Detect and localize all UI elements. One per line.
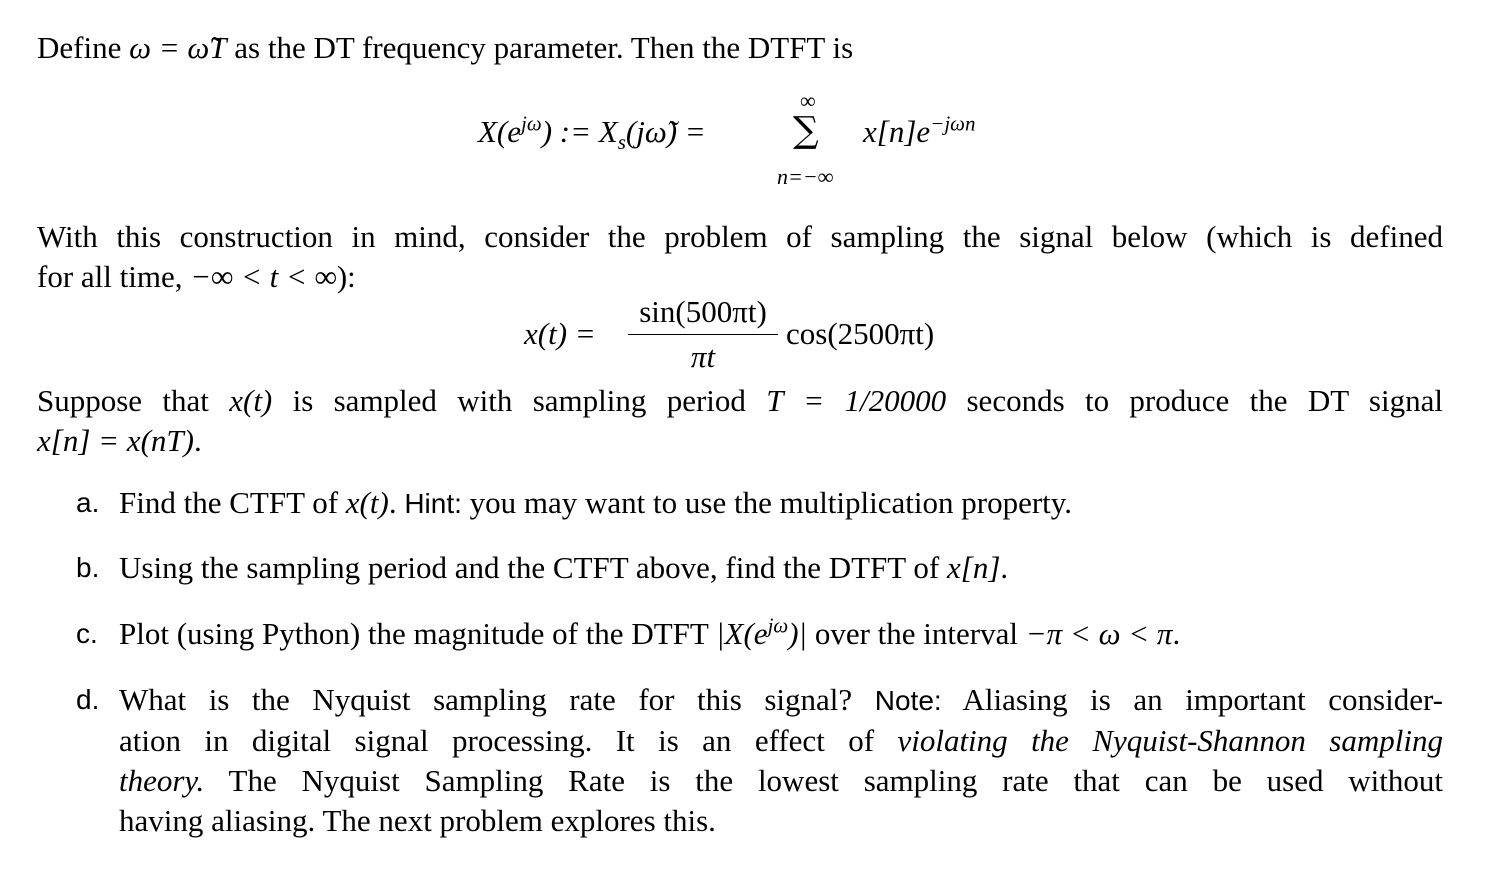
list-item-b <box>76 548 1443 588</box>
item-a-text-before: Find the CTFT of <box>119 485 346 520</box>
item-c-text-mid: over the interval <box>807 616 1026 651</box>
item-label-b: b. <box>76 552 100 583</box>
item-b-text-after: . <box>1000 550 1009 585</box>
sampling-math-xt: x(t) <box>229 383 273 418</box>
item-d-line-2-italic: violating the Nyquist-Shannon sampling <box>897 723 1443 758</box>
signal-equation <box>524 292 964 376</box>
item-c-math-exponent: jω <box>767 613 789 638</box>
dtft-lhs-exponent: jω <box>521 111 542 136</box>
item-d-line-3: The Nyquist Sampling Rate is the lowest sampling rate that can be used without <box>204 763 1443 798</box>
item-d-line-3-italic: theory. <box>119 763 205 798</box>
intro-prefix: Define <box>37 30 130 65</box>
sampling-math-period: T = 1/20000 <box>766 383 947 418</box>
dtft-middle-subscript: s <box>617 130 626 155</box>
sampling-line-1-suffix: seconds to produce the DT signal <box>946 383 1443 418</box>
item-a-hint-text: you may want to use the multiplication property. <box>461 485 1073 520</box>
intro-math-definition: ω = ω̃T <box>129 30 227 65</box>
item-b-text-before: Using the sampling period and the CTFT above, find the DTFT of <box>119 550 947 585</box>
construction-line-2-prefix: for all time, <box>37 259 191 294</box>
item-d-line-2: ation in digital signal processing. It is an effect of <box>119 723 898 758</box>
signal-lhs: x(t) = <box>524 316 596 351</box>
signal-fraction <box>628 292 778 375</box>
item-b-math: x[n] <box>947 550 1001 585</box>
summation-symbol: ∑ <box>793 110 819 151</box>
sum-upper-limit: ∞ <box>800 88 816 113</box>
signal-numerator: sin(500πt) <box>639 294 767 329</box>
construction-line-1: With this construction in mind, consider the problem of sampling the signal below (which is defined <box>37 219 1443 254</box>
sum-lower-limit: n=−∞ <box>777 164 834 189</box>
fraction-bar <box>628 334 778 335</box>
sampling-math-dt-signal: x[n] = x(nT) <box>37 423 194 458</box>
construction-line-2-suffix: ): <box>336 259 356 294</box>
dtft-equation <box>478 88 1038 198</box>
item-c-math-post: )| <box>788 616 808 651</box>
list-item-c <box>76 614 1443 654</box>
construction-line-2-math: −∞ < t < ∞ <box>190 259 337 294</box>
dtft-middle-rest: (jω̃) = <box>625 114 706 149</box>
sampling-line-1-mid: is sampled with sampling period <box>272 383 767 418</box>
intro-suffix: as the DT frequency parameter. Then the DTFT is <box>226 30 854 65</box>
item-a-hint-label: Hint: <box>404 488 462 519</box>
signal-rhs: cos(2500πt) <box>786 316 935 351</box>
intro-paragraph <box>37 28 1443 68</box>
item-label-c: c. <box>76 618 98 649</box>
item-c-math-interval: −π < ω < π <box>1025 616 1173 651</box>
item-c-math-pre: |X(e <box>716 616 768 651</box>
construction-paragraph <box>37 217 1443 297</box>
item-label-a: a. <box>76 487 100 518</box>
item-c-text-after: . <box>1172 616 1181 651</box>
list-item-d <box>76 680 1443 841</box>
item-d-line-1-after: Aliasing is an important consider- <box>941 682 1444 717</box>
signal-denominator: πt <box>690 339 716 374</box>
sum-term-exponent: −jωn <box>930 111 976 136</box>
item-d-line-4: having aliasing. The next problem explores this. <box>119 803 716 838</box>
item-a-text-after: . <box>388 485 405 520</box>
list-item-a <box>76 483 1443 524</box>
item-d-note-label: Note: <box>874 685 942 716</box>
dtft-middle: ) := X <box>541 114 618 149</box>
item-label-d: d. <box>76 684 100 715</box>
item-d-line-1: What is the Nyquist sampling rate for this signal? <box>119 682 875 717</box>
sampling-line-2-suffix: . <box>193 423 202 458</box>
sum-term: x[n]e <box>863 114 931 149</box>
sampling-line-1-prefix: Suppose that <box>37 383 230 418</box>
sampling-paragraph <box>37 381 1443 461</box>
dtft-lhs: X(e <box>478 114 522 149</box>
item-a-math: x(t) <box>345 485 389 520</box>
item-c-text-before: Plot (using Python) the magnitude of the DTFT <box>119 616 717 651</box>
